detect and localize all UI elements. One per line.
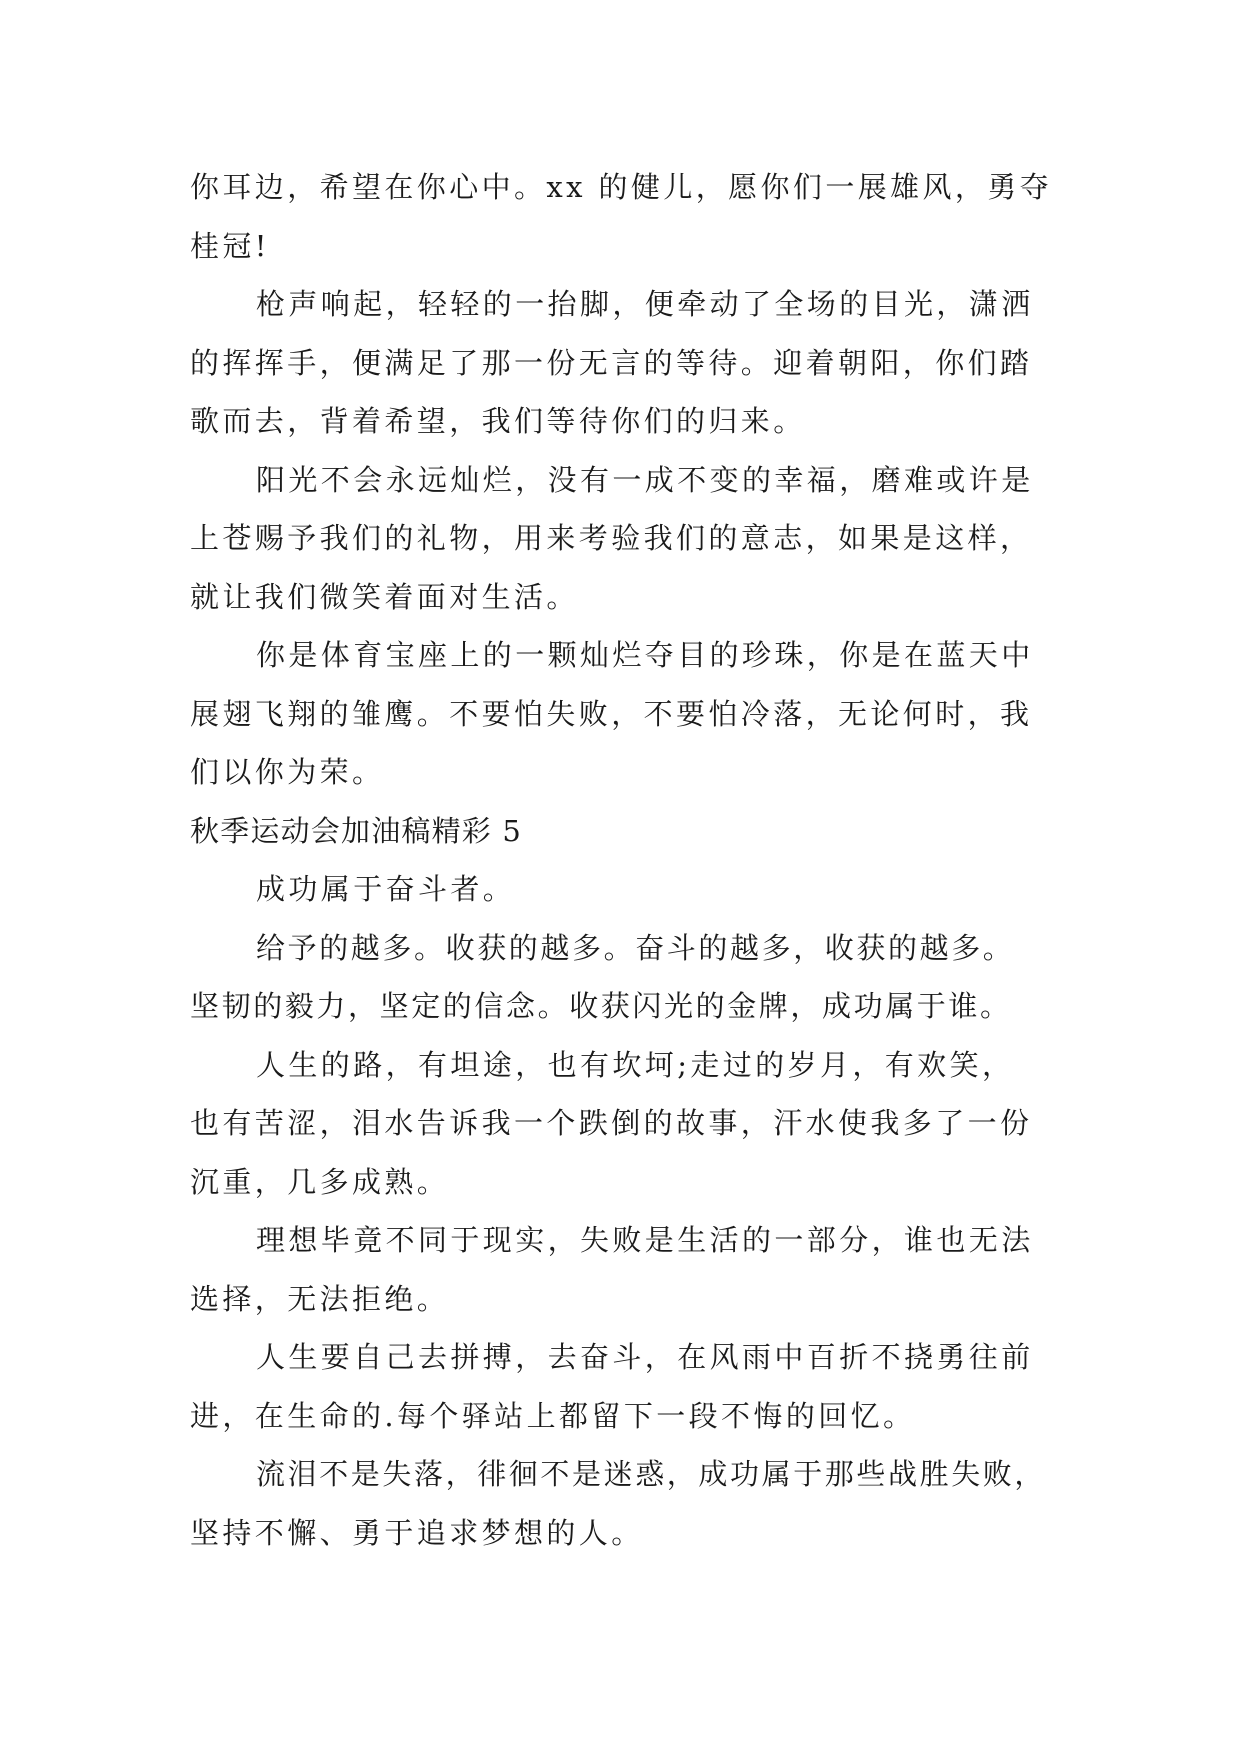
text-line: 你耳边，希望在你心中。xx 的健儿，愿你们一展雄风，勇夺 — [190, 170, 1053, 204]
text-line: 沉重，几多成熟。 — [190, 1164, 450, 1199]
paragraph-first-line: 给予的越多。收获的越多。奋斗的越多，收获的越多。 — [256, 930, 1015, 965]
text-line: 歌而去，背着希望，我们等待你们的归来。 — [190, 404, 806, 438]
paragraph-first-line: 人生的路，有坦途，也有坎坷;走过的岁月，有欢笑， — [256, 1047, 1015, 1082]
text-line: 坚持不懈、勇于追求梦想的人。 — [190, 1515, 644, 1550]
paragraph-first-line: 流泪不是失落，徘徊不是迷惑，成功属于那些战胜失败， — [256, 1457, 1047, 1491]
paragraph-first-line: 你是体育宝座上的一颗灿烂夺目的珍珠，你是在蓝天中 — [256, 638, 1034, 672]
text-line: 的挥挥手，便满足了那一份无言的等待。迎着朝阳，你们踏 — [190, 345, 1033, 380]
text-line: 选择，无法拒绝。 — [190, 1281, 450, 1316]
paragraph-first-line: 枪声响起，轻轻的一抬脚，便牵动了全场的目光，潇洒 — [256, 287, 1034, 321]
text-line: 也有苦涩，泪水告诉我一个跌倒的故事，汗水使我多了一份 — [190, 1106, 1033, 1140]
paragraph-first-line: 阳光不会永远灿烂，没有一成不变的幸福，磨难或许是 — [256, 462, 1034, 497]
document-page — [190, 158, 1070, 1562]
paragraph-first-line: 成功属于奋斗者。 — [256, 872, 516, 906]
text-line: 们以你为荣。 — [190, 755, 385, 789]
text-line: 桂冠! — [190, 228, 270, 263]
section-heading: 秋季运动会加油稿精彩 5 — [190, 813, 523, 848]
text-line: 进，在生命的.每个驿站上都留下一段不悔的回忆。 — [190, 1398, 916, 1433]
text-line: 上苍赐予我们的礼物，用来考验我们的意志，如果是这样， — [190, 521, 1033, 555]
paragraph-first-line: 理想毕竟不同于现实，失败是生活的一部分，谁也无法 — [256, 1223, 1034, 1257]
text-line: 就让我们微笑着面对生活。 — [190, 579, 579, 614]
text-line: 展翅飞翔的雏鹰。不要怕失败，不要怕冷落，无论何时，我 — [190, 696, 1033, 731]
paragraph-first-line: 人生要自己去拼搏，去奋斗，在风雨中百折不挠勇往前 — [256, 1340, 1034, 1374]
text-line: 坚韧的毅力，坚定的信念。收获闪光的金牌，成功属于谁。 — [190, 989, 1012, 1023]
